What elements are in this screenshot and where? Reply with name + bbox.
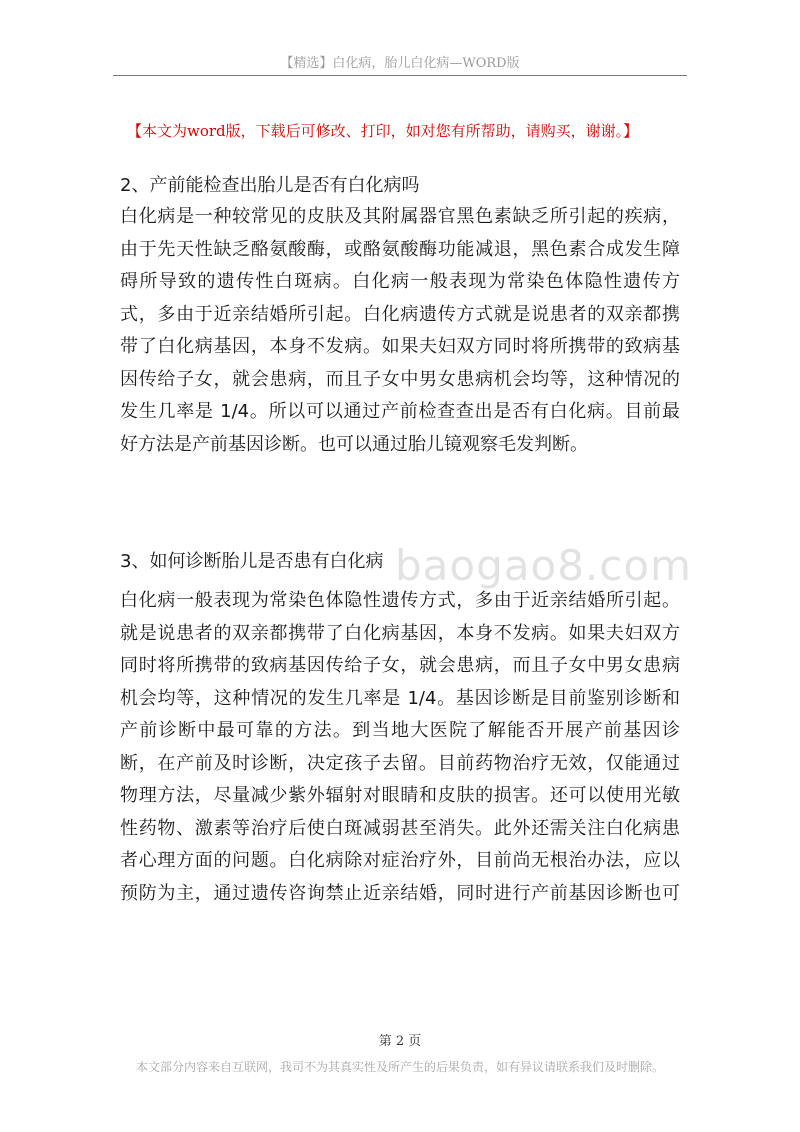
- body-line: 带了白化病基因，本身不发病。如果夫妇双方同时将所携带的致病基: [120, 336, 680, 357]
- section-heading-2: 2、产前能检查出胎儿是否有白化病吗: [120, 175, 420, 196]
- body-line: 好方法是产前基因诊断。也可以通过胎儿镜观察毛发判断。: [120, 433, 588, 455]
- section-body-2: [120, 201, 680, 461]
- download-notice: 【本文为word版，下载后可修改、打印，如对您有所帮助，请购买，谢谢。】: [127, 122, 639, 140]
- body-line: 预防为主，通过遗传咨询禁止近亲结婚，同时进行产前基因诊断也可: [120, 882, 680, 904]
- section-heading-3: 3、如何诊断胎儿是否患有白化病: [120, 551, 384, 572]
- watermark: baogao8.com: [395, 541, 692, 590]
- body-line: 发生几率是 1/4。所以可以通过产前检查查出是否有白化病。目前最: [120, 401, 680, 422]
- body-line: 碍所导致的遗传性白斑病。白化病一般表现为常染色体隐性遗传方: [120, 271, 680, 292]
- body-line: 机会均等，这种情况的发生几率是 1/4。基因诊断是目前鉴别诊断和: [120, 687, 680, 709]
- body-line: 断，在产前及时诊断，决定孩子去留。目前药物治疗无效，仅能通过: [120, 752, 680, 774]
- body-line: 产前诊断中最可靠的方法。到当地大医院了解能否开展产前基因诊: [120, 720, 680, 741]
- body-line: 同时将所携带的致病基因传给子女，就会患病，而且子女中男女患病: [120, 655, 680, 676]
- body-line: 者心理方面的问题。白化病除对症治疗外，目前尚无根治办法，应以: [120, 850, 680, 871]
- page-number: 第 2 页: [378, 1034, 422, 1049]
- body-line: 由于先天性缺乏酪氨酸酶，或酪氨酸酶功能减退，黑色素合成发生障: [120, 238, 680, 260]
- body-line: 因传给子女，就会患病，而且子女中男女患病机会均等，这种情况的: [120, 368, 680, 390]
- body-line: 白化病是一种较常见的皮肤及其附属器官黑色素缺乏所引起的疾病，: [120, 206, 680, 227]
- page-header: 【精选】白化病，胎儿白化病—WORD版: [280, 56, 520, 71]
- body-line: 性药物、激素等治疗后使白斑减弱甚至消失。此外还需关注白化病患: [120, 817, 680, 839]
- page-footer-disclaimer: 本文部分内容来自互联网，我司不为其真实性及所产生的后果负责，如有异议请联系我们及时删除。: [135, 1060, 664, 1074]
- body-line: 白化病一般表现为常染色体隐性遗传方式，多由于近亲结婚所引起。: [120, 590, 680, 611]
- body-line: 就是说患者的双亲都携带了白化病基因，本身不发病。如果夫妇双方: [120, 622, 680, 644]
- body-line: 物理方法，尽量减少紫外辐射对眼睛和皮肤的损害。还可以使用光敏: [120, 785, 680, 806]
- header-divider: [113, 75, 687, 76]
- section-body-3: [120, 585, 680, 910]
- body-line: 式，多由于近亲结婚所引起。白化病遗传方式就是说患者的双亲都携: [120, 303, 680, 325]
